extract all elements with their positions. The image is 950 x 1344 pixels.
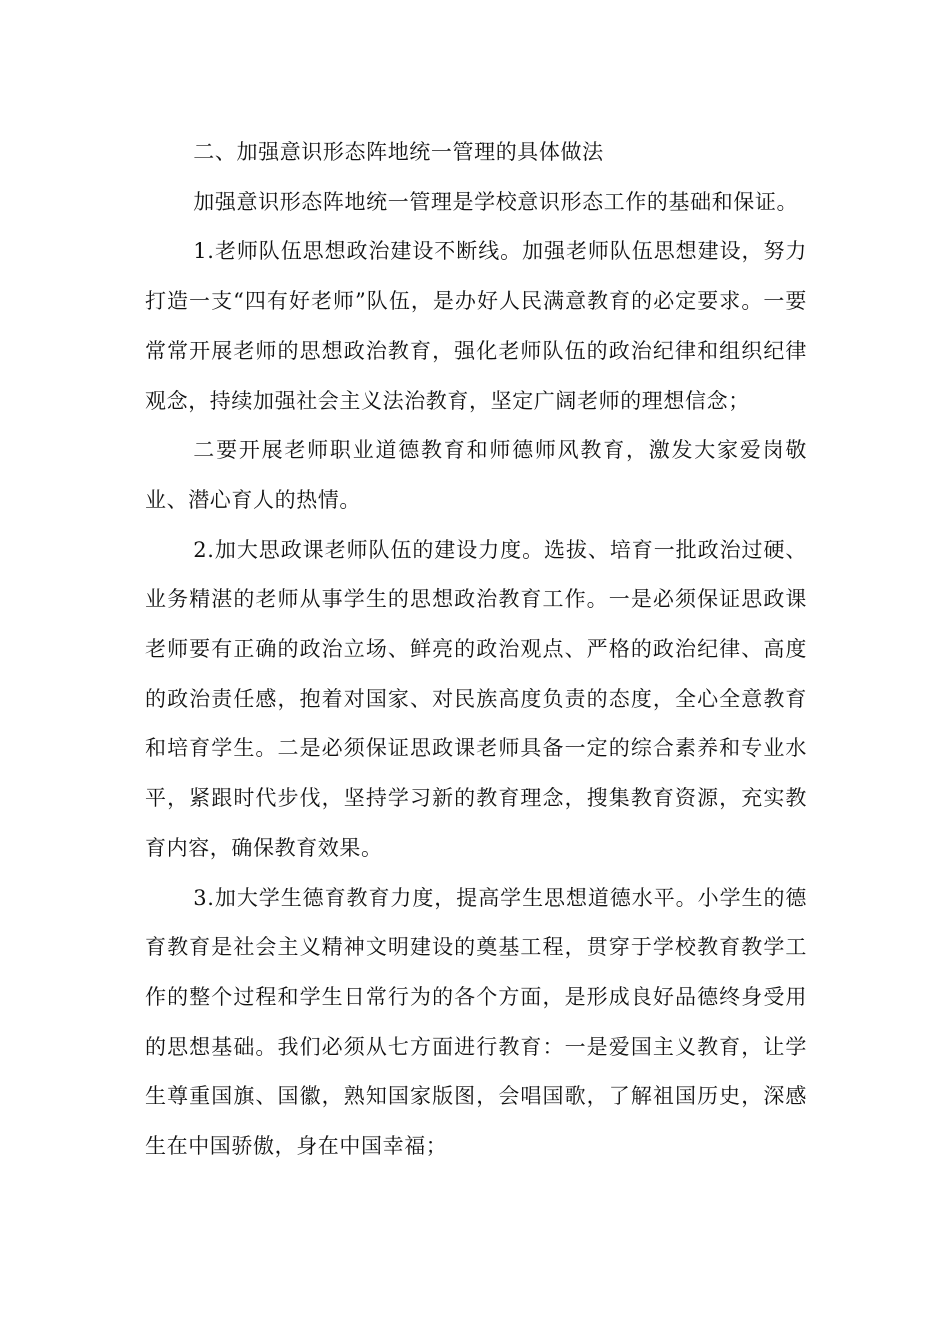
paragraph-politics-course: 2.加大思政课老师队伍的建设力度。选拔、培育一批政治过硬、业务精湛的老师从事学生的思想政治教育工作。一是必须保证思政课老师要有正确的政治立场、鲜亮的政治观点、严格的政治纪律、高度的政治责任感，抱着对国家、对民族高度负责的态度，全心全意教育和培育学生。二是必须保证思政课老师具备一定的综合素养和专业水平，紧跟时代步伐，坚持学习新的教育理念，搜集教育资源，充实教育内容，确保教育效果。 xyxy=(145,537,807,860)
paragraph-moral-education: 3.加大学生德育教育力度，提高学生思想道德水平。小学生的德育教育是社会主义精神文明建设的奠基工程，贯穿于学校教育教学工作的整个过程和学生日常行为的各个方面，是形成良好品德终身受用的思想基础。我们必须从七方面进行教育：一是爱国主义教育，让学生尊重国旗、国徽，熟知国家版图，会唱国歌，了解祖国历史，深感生在中国骄傲，身在中国幸福； xyxy=(145,885,807,1159)
section-heading: 二、加强意识形态阵地统一管理的具体做法 xyxy=(193,140,604,164)
document-page xyxy=(145,128,807,1172)
paragraph-intro: 加强意识形态阵地统一管理是学校意识形态工作的基础和保证。 xyxy=(193,189,799,214)
paragraph-teacher-team: 1.老师队伍思想政治建设不断线。加强老师队伍思想建设，努力打造一支“四有好老师”队伍，是办好人民满意教育的必定要求。一要常常开展老师的思想政治教育，强化老师队伍的政治纪律和组织纪律观念，持续加强社会主义法治教育，坚定广阔老师的理想信念； xyxy=(145,239,807,413)
paragraph-ethics: 二要开展老师职业道德教育和师德师风教育，激发大家爱岗敬业、潜心育人的热情。 xyxy=(145,438,807,512)
